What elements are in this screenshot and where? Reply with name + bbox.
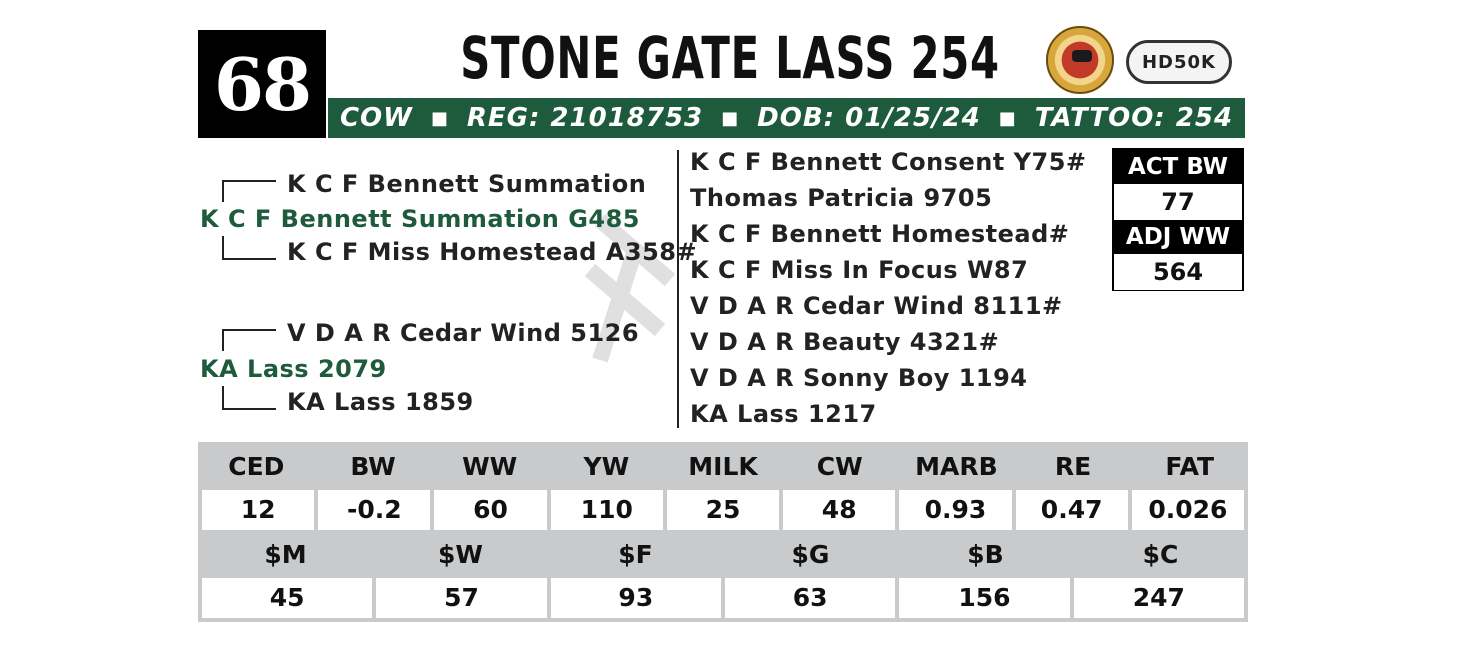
epd-header: BW — [350, 452, 396, 481]
ggp-3: K C F Bennett Homestead# — [690, 220, 1070, 248]
pedigree-divider — [677, 150, 679, 428]
ggp-7: V D A R Sonny Boy 1194 — [690, 364, 1028, 392]
sex-label: COW — [339, 103, 413, 133]
lot-number: 68 — [198, 30, 326, 138]
index-value-row — [198, 578, 1248, 618]
pedigree-line — [222, 329, 224, 351]
epd-header: MILK — [688, 452, 758, 481]
epd-header: RE — [1054, 452, 1092, 481]
certified-angus-beef-seal-icon — [1046, 26, 1114, 94]
pedigree-line — [222, 180, 276, 182]
epd-value: 0.026 — [1132, 490, 1244, 530]
index-header-row — [198, 540, 1248, 574]
registration-number: REG: 21018753 — [466, 103, 704, 133]
dam-sire: V D A R Cedar Wind 5126 — [287, 319, 640, 347]
epd-header: YW — [583, 452, 630, 481]
pedigree-line — [222, 386, 224, 408]
epd-value: 12 — [202, 490, 314, 530]
epd-header-row — [198, 452, 1248, 486]
index-value: 57 — [376, 578, 546, 618]
sire-sire: K C F Bennett Summation — [287, 170, 647, 198]
dam: KA Lass 2079 — [200, 355, 387, 383]
index-header: $G — [791, 540, 830, 569]
pedigree-line — [222, 329, 276, 331]
pedigree-line — [222, 236, 224, 258]
ggp-1: K C F Bennett Consent Y75# — [690, 148, 1087, 176]
actual-weights-box — [1112, 148, 1244, 291]
index-value: 63 — [725, 578, 895, 618]
sire-dam: K C F Miss Homestead A358# — [287, 238, 698, 266]
ggp-4: K C F Miss In Focus W87 — [690, 256, 1029, 284]
ggp-5: V D A R Cedar Wind 8111# — [690, 292, 1063, 320]
epd-header: CW — [816, 452, 863, 481]
date-of-birth: DOB: 01/25/24 — [757, 103, 981, 133]
epd-value: 48 — [783, 490, 895, 530]
index-header: $B — [967, 540, 1004, 569]
ggp-8: KA Lass 1217 — [690, 400, 877, 428]
index-header: $C — [1142, 540, 1179, 569]
epd-header: CED — [228, 452, 285, 481]
tattoo: TATTOO: 254 — [1034, 103, 1234, 133]
epd-value: 60 — [434, 490, 546, 530]
act-bw-value: 77 — [1114, 184, 1242, 220]
act-bw-label: ACT BW — [1114, 150, 1242, 184]
index-value: 156 — [899, 578, 1069, 618]
sire: K C F Bennett Summation G485 — [200, 205, 640, 233]
index-header: $W — [438, 540, 483, 569]
epd-value-row — [198, 490, 1248, 530]
epd-value: 110 — [551, 490, 663, 530]
separator-bullet: ■ — [998, 107, 1017, 129]
epd-value: 25 — [667, 490, 779, 530]
epd-header: FAT — [1165, 452, 1215, 481]
index-value: 93 — [551, 578, 721, 618]
ggp-2: Thomas Patricia 9705 — [690, 184, 993, 212]
separator-bullet: ■ — [430, 107, 449, 129]
hd50k-logo: HD50K — [1126, 40, 1232, 84]
index-value: 45 — [202, 578, 372, 618]
ggp-6: V D A R Beauty 4321# — [690, 328, 1000, 356]
epd-header: WW — [462, 452, 518, 481]
dam-dam: KA Lass 1859 — [287, 388, 474, 416]
separator-bullet: ■ — [721, 107, 740, 129]
epd-value: 0.47 — [1016, 490, 1128, 530]
epd-value: -0.2 — [318, 490, 430, 530]
pedigree-line — [222, 408, 276, 410]
index-value: 247 — [1074, 578, 1244, 618]
index-header: $M — [264, 540, 307, 569]
info-bar — [328, 98, 1245, 138]
epd-table — [198, 442, 1248, 622]
adj-ww-value: 564 — [1114, 254, 1242, 290]
pedigree-line — [222, 180, 224, 202]
adj-ww-label: ADJ WW — [1114, 220, 1242, 254]
epd-header: MARB — [915, 452, 998, 481]
index-header: $F — [618, 540, 653, 569]
pedigree-line — [222, 258, 276, 260]
epd-value: 0.93 — [899, 490, 1011, 530]
animal-name: STONE GATE LASS 254 — [460, 24, 1000, 92]
